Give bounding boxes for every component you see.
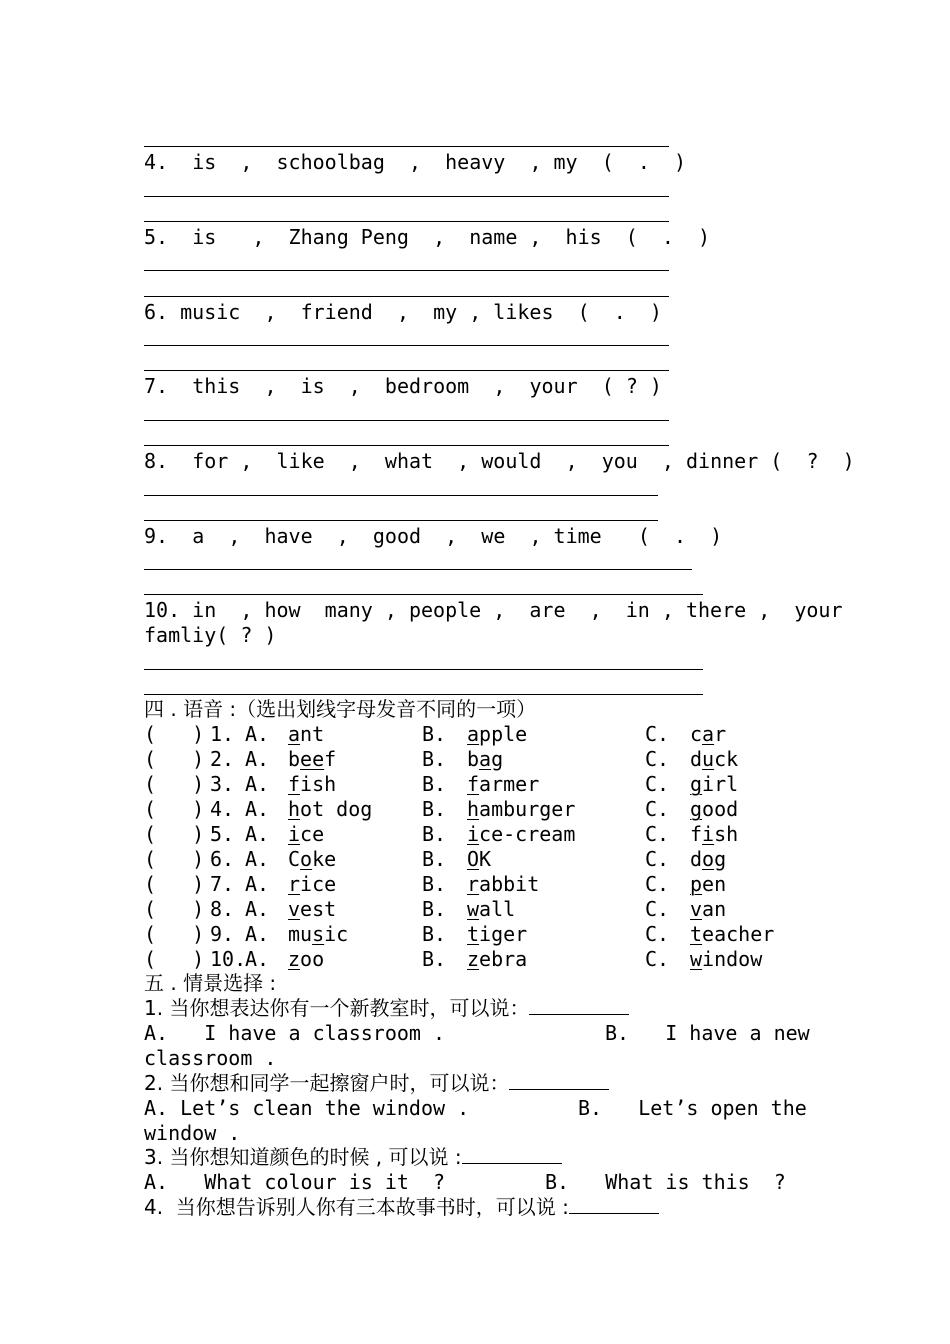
situation-q1-option-a: A. I have a classroom . [144, 1021, 446, 1045]
option-letter: C. [645, 897, 670, 921]
option-word [467, 822, 575, 846]
option-word [288, 772, 336, 796]
option-letter: C. [645, 772, 670, 796]
answer-line [144, 221, 669, 222]
option-word [288, 822, 324, 846]
underlined-letters: f [288, 772, 301, 796]
answer-paren[interactable]: ( ) [144, 847, 205, 871]
option-word [467, 872, 539, 896]
word-prefix: d [690, 747, 703, 771]
situation-q2-option-b-cont: window . [144, 1121, 241, 1145]
answer-line [144, 420, 669, 421]
underlined-letters: a [288, 722, 301, 746]
option-word [288, 722, 324, 746]
underlined-letters: i [467, 822, 480, 846]
word-suffix: ck [714, 747, 739, 771]
option-letter: C. [645, 822, 670, 846]
question-5: 5. is , Zhang Peng , name , his ( . ) [144, 225, 711, 249]
option-letter: A. [245, 947, 270, 971]
answer-paren[interactable]: ( ) [144, 772, 205, 796]
situation-q1: 1. 当你想表达你有一个新教室时，可以说： [144, 996, 629, 1020]
situation-q2-option-b: B. Let’s open the [578, 1096, 807, 1120]
answer-line [144, 445, 669, 446]
word-suffix: sh [714, 822, 739, 846]
word-suffix: ce [300, 822, 325, 846]
item-number: 7. [210, 872, 235, 896]
answer-line [144, 270, 669, 271]
underlined-letters: s [312, 922, 325, 946]
word-suffix: an [702, 897, 727, 921]
answer-paren[interactable]: ( ) [144, 797, 205, 821]
option-word [288, 747, 336, 771]
word-suffix: est [300, 897, 337, 921]
answer-line [144, 296, 669, 297]
option-word [467, 797, 575, 821]
item-number: 4. [210, 797, 235, 821]
situation-q3-option-a: A. What colour is it ? [144, 1170, 446, 1194]
word-suffix: indow [702, 947, 763, 971]
item-number: 6. [210, 847, 235, 871]
option-letter: A. [245, 822, 270, 846]
answer-blank[interactable] [569, 1195, 659, 1214]
option-letter: B. [422, 722, 447, 746]
option-letter: A. [245, 897, 270, 921]
underlined-letters: ee [300, 747, 325, 771]
option-word [467, 897, 515, 921]
option-word [467, 747, 503, 771]
word-suffix: ebra [479, 947, 528, 971]
option-word [690, 947, 762, 971]
option-word [690, 822, 738, 846]
word-suffix: ish [300, 772, 337, 796]
underlined-letters: t [690, 922, 703, 946]
option-word [690, 872, 726, 896]
word-suffix: ood [702, 797, 739, 821]
word-suffix: g [714, 847, 727, 871]
option-letter: A. [245, 797, 270, 821]
option-letter: A. [245, 922, 270, 946]
option-word [690, 922, 774, 946]
option-letter: B. [422, 822, 447, 846]
underlined-letters: v [288, 897, 301, 921]
word-suffix: nt [300, 722, 325, 746]
answer-line [144, 345, 669, 346]
option-word [467, 772, 539, 796]
option-word [690, 847, 726, 871]
underlined-letters: a [467, 722, 480, 746]
word-suffix: en [702, 872, 727, 896]
item-number: 8. [210, 897, 235, 921]
option-letter: C. [645, 922, 670, 946]
underlined-letters: i [702, 822, 715, 846]
option-word [690, 897, 726, 921]
word-suffix: K [479, 847, 492, 871]
option-letter: A. [245, 872, 270, 896]
answer-line [144, 370, 669, 371]
underlined-letters: w [690, 947, 703, 971]
answer-paren[interactable]: ( ) [144, 897, 205, 921]
answer-paren[interactable]: ( ) [144, 922, 205, 946]
question-7: 7. this , is , bedroom , your ( ? ) [144, 374, 662, 398]
question-6: 6. music , friend , my , likes ( . ) [144, 300, 662, 324]
word-suffix: ke [312, 847, 337, 871]
word-suffix: all [479, 897, 516, 921]
word-suffix: g [491, 747, 504, 771]
underlined-letters: r [288, 872, 301, 896]
underlined-letters: g [690, 772, 703, 796]
option-word [467, 947, 527, 971]
question-10: 10. in , how many , people , are , in , there , your [144, 598, 843, 622]
underlined-letters: p [690, 872, 703, 896]
underlined-letters: o [702, 847, 715, 871]
underlined-letters: z [467, 947, 480, 971]
option-letter: B. [422, 947, 447, 971]
answer-line [144, 495, 658, 496]
item-number: 9. [210, 922, 235, 946]
situation-q4: 4. 当你想告诉别人你有三本故事书时，可以说 : [144, 1195, 659, 1219]
word-prefix: c [690, 722, 703, 746]
word-suffix: eacher [702, 922, 775, 946]
item-number: 10. [210, 947, 247, 971]
option-letter: C. [645, 747, 670, 771]
word-suffix: r [714, 722, 727, 746]
answer-blank[interactable] [509, 1071, 609, 1090]
underlined-letters: z [288, 947, 301, 971]
option-letter: B. [422, 897, 447, 921]
underlined-letters: r [467, 872, 480, 896]
answer-line [144, 520, 658, 521]
word-suffix: irl [702, 772, 739, 796]
option-letter: A. [245, 847, 270, 871]
word-prefix: C [288, 847, 301, 871]
underlined-letters: g [690, 797, 703, 821]
option-letter: B. [422, 797, 447, 821]
item-number: 1. [210, 722, 235, 746]
word-prefix: f [690, 822, 703, 846]
situation-q3-option-b: B. What is this ? [545, 1170, 786, 1194]
answer-paren[interactable]: ( ) [144, 872, 205, 896]
option-letter: B. [422, 872, 447, 896]
option-letter: B. [422, 922, 447, 946]
word-suffix: amburger [479, 797, 576, 821]
word-suffix: oo [300, 947, 325, 971]
option-word [288, 897, 336, 921]
question-9: 9. a , have , good , we , time ( . ) [144, 524, 723, 548]
answer-paren[interactable]: ( ) [144, 747, 205, 771]
option-letter: B. [422, 847, 447, 871]
answer-line [144, 196, 669, 197]
answer-line [144, 569, 692, 570]
question-4: 4. is , schoolbag , heavy , my ( . ) [144, 150, 687, 174]
underlined-letters: o [300, 847, 313, 871]
option-letter: B. [422, 747, 447, 771]
answer-blank[interactable] [462, 1145, 562, 1164]
word-suffix: ic [324, 922, 349, 946]
word-suffix: pple [479, 722, 528, 746]
option-word [690, 722, 726, 746]
answer-blank[interactable] [529, 996, 629, 1015]
word-suffix: ce-cream [479, 822, 576, 846]
option-word [288, 797, 372, 821]
answer-line [144, 669, 703, 670]
word-suffix: f [324, 747, 337, 771]
option-letter: C. [645, 722, 670, 746]
word-prefix: d [690, 847, 703, 871]
answer-line [144, 694, 703, 695]
situation-q2: 2. 当你想和同学一起擦窗户时，可以说： [144, 1071, 609, 1095]
word-suffix: armer [479, 772, 540, 796]
question-10-cont: famliy( ? ) [144, 623, 277, 647]
answer-line [144, 146, 669, 147]
option-letter: A. [245, 772, 270, 796]
item-number: 2. [210, 747, 235, 771]
underlined-letters: h [288, 797, 301, 821]
option-word [288, 947, 324, 971]
word-prefix: b [467, 747, 480, 771]
word-prefix: mu [288, 922, 313, 946]
underlined-letters: u [702, 747, 715, 771]
option-letter: A. [245, 747, 270, 771]
option-letter: C. [645, 797, 670, 821]
underlined-letters: a [702, 722, 715, 746]
question-8: 8. for , like , what , would , you , dinner ( ? ) [144, 449, 855, 473]
word-suffix: iger [479, 922, 528, 946]
section-heading-situations: 五 . 情景选择 : [144, 971, 277, 995]
option-word [690, 797, 738, 821]
option-word [467, 722, 527, 746]
word-suffix: ice [300, 872, 337, 896]
option-letter: C. [645, 847, 670, 871]
underlined-letters: h [467, 797, 480, 821]
underlined-letters: O [467, 847, 480, 871]
underlined-letters: f [467, 772, 480, 796]
answer-paren[interactable]: ( ) [144, 947, 205, 971]
underlined-letters: v [690, 897, 703, 921]
answer-paren[interactable]: ( ) [144, 822, 205, 846]
word-suffix: ot dog [300, 797, 373, 821]
situation-q3: 3. 当你想知道颜色的时候 , 可以说 : [144, 1145, 562, 1169]
item-number: 3. [210, 772, 235, 796]
option-word [288, 872, 336, 896]
option-word [288, 847, 336, 871]
word-prefix: b [288, 747, 301, 771]
underlined-letters: t [467, 922, 480, 946]
option-word [467, 847, 491, 871]
underlined-letters: w [467, 897, 480, 921]
situation-q1-option-b-cont: classroom . [144, 1046, 277, 1070]
option-word [690, 747, 738, 771]
word-suffix: abbit [479, 872, 540, 896]
section-heading-phonics: 四 . 语音 :（选出划线字母发音不同的一项） [144, 697, 537, 721]
option-word [288, 922, 348, 946]
underlined-letters: i [288, 822, 301, 846]
option-letter: C. [645, 872, 670, 896]
situation-q1-option-b: B. I have a new [605, 1021, 810, 1045]
underlined-letters: a [479, 747, 492, 771]
option-letter: B. [422, 772, 447, 796]
option-word [690, 772, 738, 796]
option-word [467, 922, 527, 946]
answer-line [144, 594, 703, 595]
situation-q2-option-a: A. Let’s clean the window . [144, 1096, 470, 1120]
option-letter: C. [645, 947, 670, 971]
option-letter: A. [245, 722, 270, 746]
item-number: 5. [210, 822, 235, 846]
answer-paren[interactable]: ( ) [144, 722, 205, 746]
